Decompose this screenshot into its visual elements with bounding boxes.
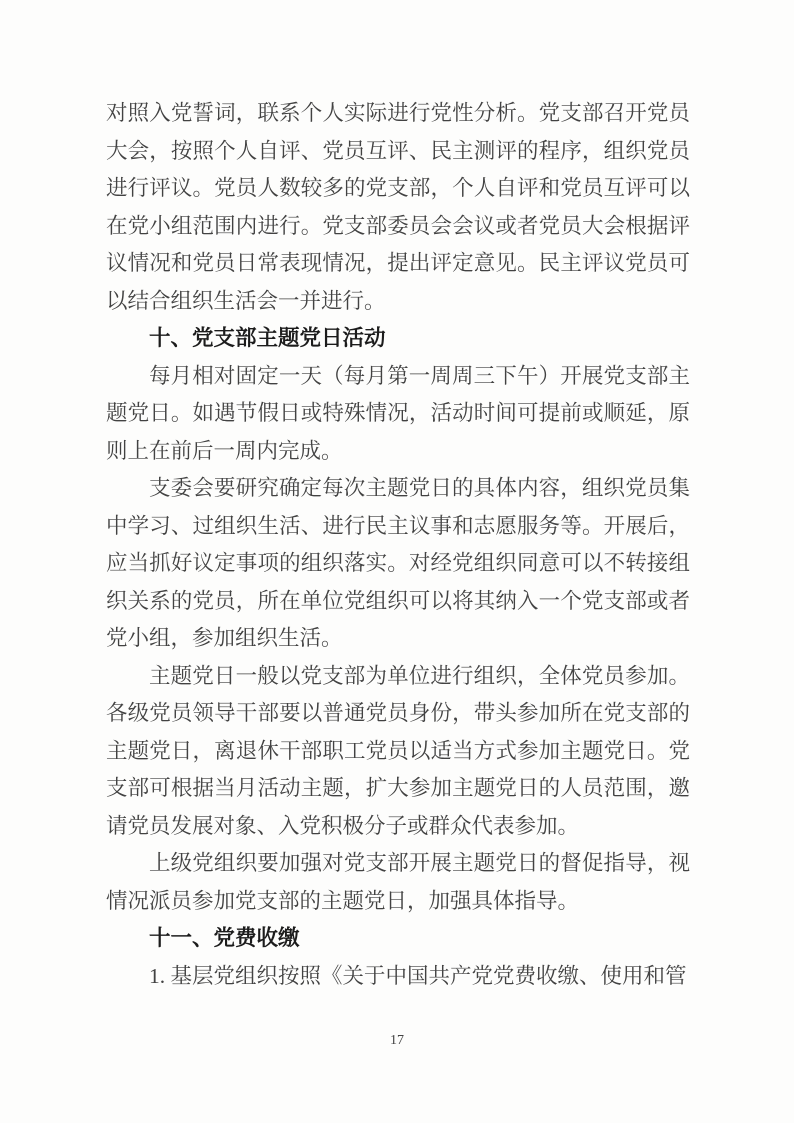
body-paragraph: 支委会要研究确定每次主题党日的具体内容，组织党员集中学习、过组织生活、进行民主议事和志愿服务等。开展后，应当抓好议定事项的组织落实。对经党组织同意可以不转接组织关系的党员，所在单位党组织可以将其纳入一个党支部或者党小组，参加组织生活。	[106, 476, 690, 650]
body-paragraph: 对照入党誓词，联系个人实际进行党性分析。党支部召开党员大会，按照个人自评、党员互评、民主测评的程序，组织党员进行评议。党员人数较多的党支部，个人自评和党员互评可以在党小组范围内进行。党支部委员会会议或者党员大会根据评议情况和党员日常表现情况，提出评定意见。民主评议党员可以结合组织生活会一并进行。	[106, 101, 690, 313]
body-paragraph: 上级党组织要加强对党支部开展主题党日的督促指导，视情况派员参加党支部的主题党日，加强具体指导。	[106, 851, 690, 913]
page-number: 17	[390, 1033, 404, 1048]
body-paragraph: 1. 基层党组织按照《关于中国共产党党费收缴、使用和管	[149, 963, 687, 988]
page-content	[106, 95, 690, 995]
body-paragraph: 每月相对固定一天（每月第一周周三下午）开展党支部主题党日。如遇节假日或特殊情况，活动时间可提前或顺延，原则上在前后一周内完成。	[106, 363, 690, 463]
body-paragraph: 主题党日一般以党支部为单位进行组织，全体党员参加。各级党员领导干部要以普通党员身份，带头参加所在党支部的主题党日，离退休干部职工党员以适当方式参加主题党日。党支部可根据当月活动主题，扩大参加主题党日的人员范围，邀请党员发展对象、入党积极分子或群众代表参加。	[106, 663, 690, 838]
section-heading: 十一、党费收缴	[149, 926, 300, 950]
section-heading: 十、党支部主题党日活动	[149, 326, 386, 350]
